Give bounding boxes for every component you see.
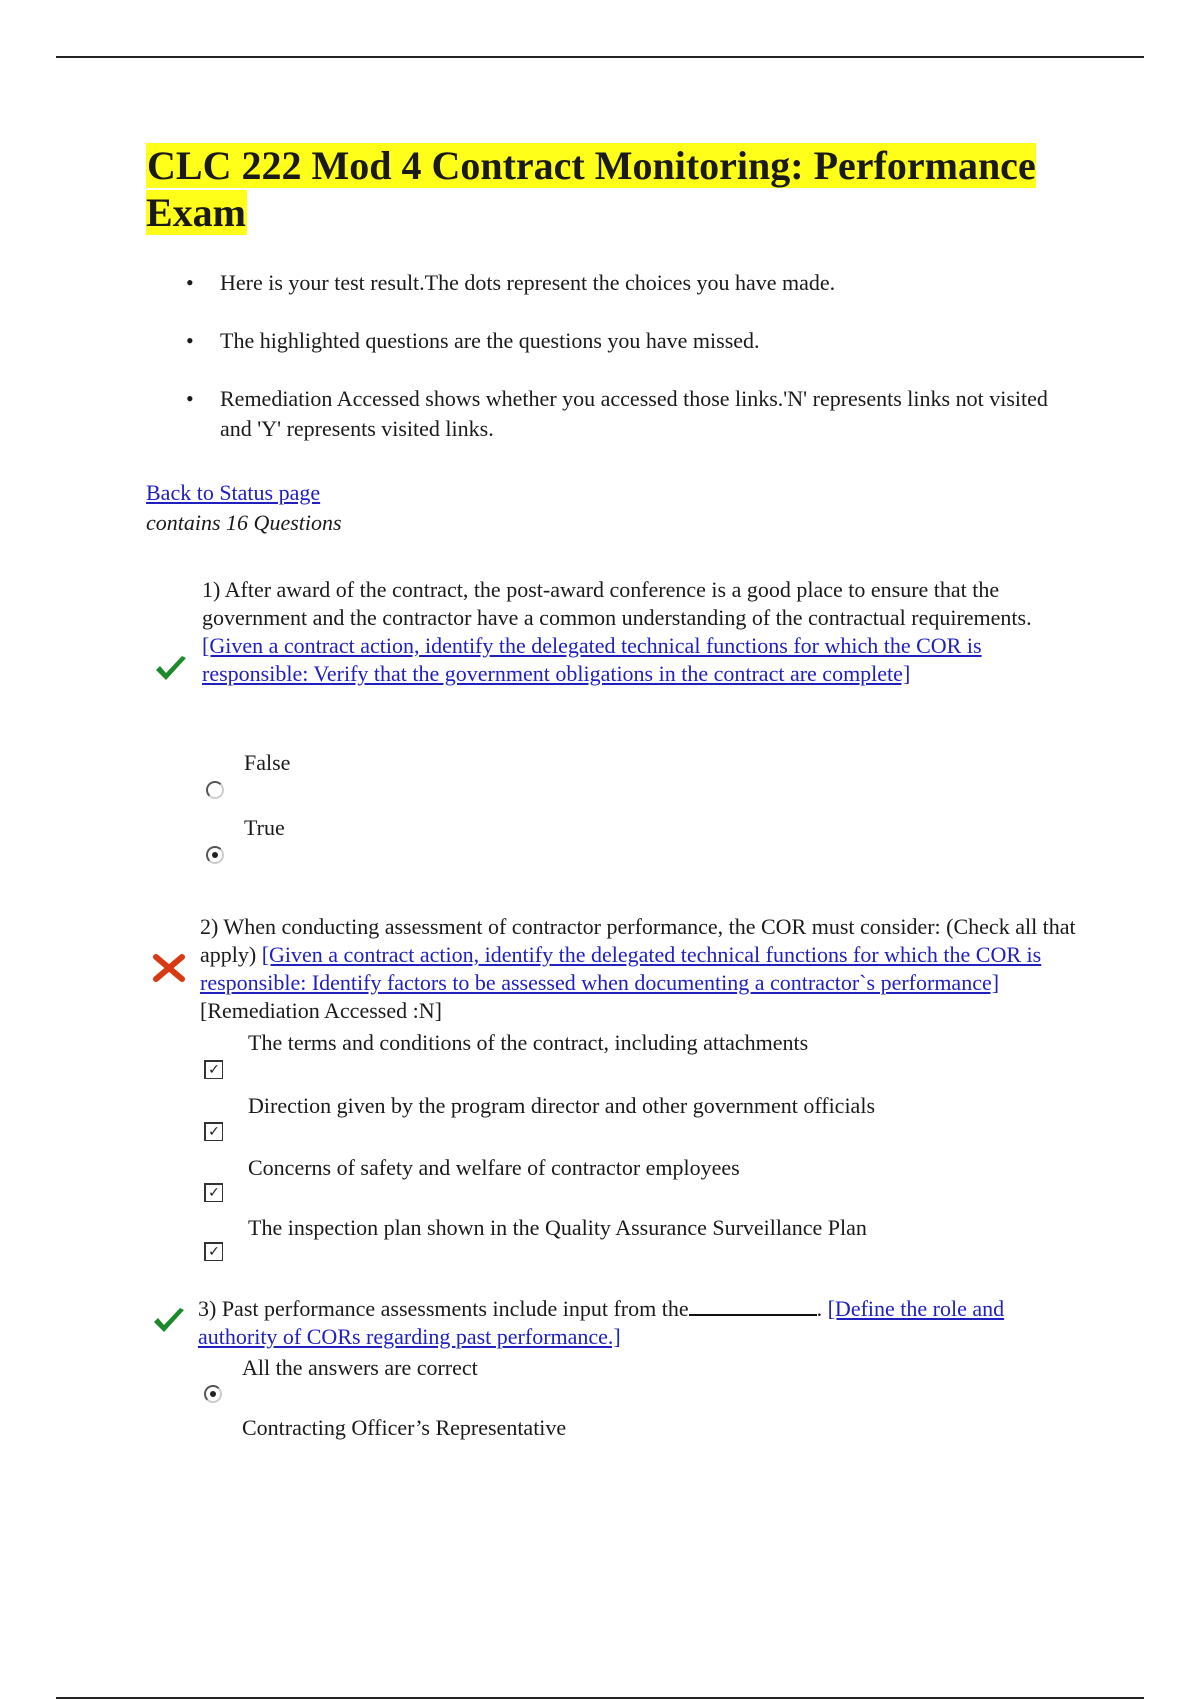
question-2 [200,913,1080,1025]
bottom-rule [56,1697,1144,1699]
option-radio-true[interactable] [206,846,224,864]
option-checkbox[interactable]: ✓ [204,1060,223,1079]
incorrect-x-icon [152,953,186,988]
correct-check-icon [154,654,188,689]
option-checkbox[interactable]: ✓ [204,1122,223,1141]
instruction-item: • Here is your test result.The dots represent the choices you have made. [180,268,1080,298]
option-label: Concerns of safety and welfare of contractor employees [248,1155,740,1180]
question-3-text: 3) Past performance assessments include input from the [198,1296,689,1321]
question-3-remediation-link[interactable]: [Define the role and authority of CORs regarding past performance.] [198,1296,1005,1349]
top-rule [56,56,1144,58]
option-label: True [244,815,285,840]
correct-check-icon [152,1306,186,1341]
answer-blank [689,1294,817,1316]
option-label: The terms and conditions of the contract, including attachments [248,1030,809,1055]
option-radio-false[interactable] [206,781,224,799]
question-2-text: 2) When conducting assessment of contractor performance, the COR must consider: (Check all that apply) [200,914,1076,967]
page-title: CLC 222 Mod 4 Contract Monitoring: Performance Exam [146,143,1036,235]
instruction-item: • The highlighted questions are the questions you have missed. [180,326,1080,356]
question-3-punct: . [816,1296,828,1321]
instructions-list [180,268,1080,472]
question-1-remediation-link[interactable]: [Given a contract action, identify the delegated technical functions for which the COR is responsible: Verify that the government obligations in the contract are complete] [202,633,982,686]
option-label: False [244,750,291,775]
option-checkbox[interactable]: ✓ [204,1183,223,1202]
option-checkbox[interactable]: ✓ [204,1242,223,1261]
question-1-text: 1) After award of the contract, the post-award conference is a good place to ensure that the government and the contractor have a common understanding of the contractual requirements. [202,577,1032,630]
question-3 [198,1294,1088,1351]
question-1 [202,576,1082,688]
remediation-status: [Remediation Accessed :N] [200,998,442,1023]
back-to-status-link[interactable]: Back to Status page [146,480,321,505]
option-label: Contracting Officer’s Representative [242,1415,567,1440]
option-label: All the answers are correct [242,1355,478,1380]
question-count: contains 16 Questions [146,510,342,535]
option-label: Direction given by the program director and other government officials [248,1093,875,1118]
question-2-remediation-link[interactable]: [Given a contract action, identify the delegated technical functions for which the COR is responsible: Identify factors to be assessed when documenting a contractor`s performance] [200,942,1042,995]
option-label: The inspection plan shown in the Quality Assurance Surveillance Plan [248,1215,867,1240]
instruction-item: • Remediation Accessed shows whether you accessed those links.'N' represents links not visited and 'Y' represents visited links. [180,384,1080,444]
option-radio-all-correct[interactable] [204,1385,222,1403]
